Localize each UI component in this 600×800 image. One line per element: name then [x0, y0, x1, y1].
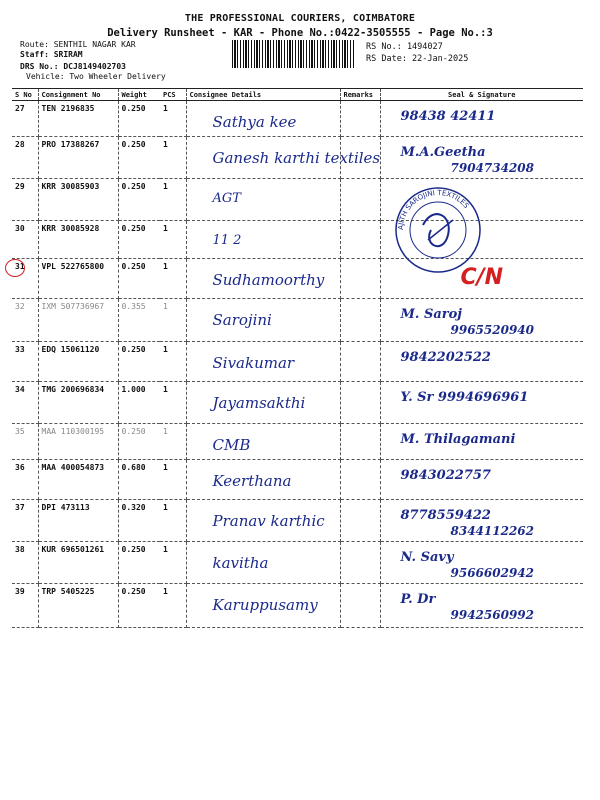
table-header-row	[12, 89, 583, 101]
row-weight: 0.250	[118, 424, 160, 460]
consignee-handwriting: Ganesh karthi textiles	[212, 149, 381, 167]
row-weight: 0.250	[118, 137, 160, 179]
consignee-handwriting: Sarojini	[212, 311, 272, 329]
col-seal: Seal & Signature	[380, 89, 583, 101]
col-pcs: PCS	[160, 89, 186, 101]
row-pcs: 1	[160, 342, 186, 382]
signature-phone: 9566602942	[450, 566, 534, 580]
staff-label: Staff: SRIRAM	[20, 50, 83, 59]
signature-handwriting: Y. Sr 9994696961	[400, 390, 529, 405]
row-consignment-no: KRR 30085903	[38, 179, 118, 221]
row-consignee	[186, 542, 340, 584]
table-row	[12, 101, 583, 137]
row-signature	[380, 460, 583, 500]
consignee-handwriting: kavitha	[212, 554, 269, 572]
row-remarks	[340, 500, 380, 542]
row-signature	[380, 542, 583, 584]
row-remarks	[340, 424, 380, 460]
table-row	[12, 137, 583, 179]
row-pcs: 1	[160, 460, 186, 500]
table-row	[12, 342, 583, 382]
row-consignee	[186, 342, 340, 382]
col-sno: S No	[12, 89, 38, 101]
signature-handwriting: N. Savy	[400, 550, 454, 565]
consignee-handwriting: Sudhamoorthy	[212, 271, 325, 289]
col-consignment: Consignment No	[38, 89, 118, 101]
row-sno: 36	[12, 460, 38, 500]
signature-handwriting: M. Saroj	[400, 307, 462, 322]
row-pcs: 1	[160, 382, 186, 424]
col-consignee: Consignee Details	[186, 89, 340, 101]
row-sno: 33	[12, 342, 38, 382]
row-sno: 29	[12, 179, 38, 221]
row-consignment-no: TEN 2196835	[38, 101, 118, 137]
row-pcs: 1	[160, 259, 186, 299]
row-sno: 35	[12, 424, 38, 460]
row-consignee	[186, 460, 340, 500]
table-row	[12, 500, 583, 542]
row-consignment-no: DPI 473113	[38, 500, 118, 542]
col-weight: Weight	[118, 89, 160, 101]
row-remarks	[340, 584, 380, 628]
row-pcs: 1	[160, 542, 186, 584]
row-consignment-no: PRO 17388267	[38, 137, 118, 179]
row-weight: 0.250	[118, 542, 160, 584]
row-remarks	[340, 101, 380, 137]
row-weight: 0.250	[118, 342, 160, 382]
row-consignment-no: TMG 200696834	[38, 382, 118, 424]
consignee-handwriting: Sivakumar	[212, 354, 295, 372]
barcode	[232, 40, 354, 68]
row-signature	[380, 500, 583, 542]
runsheet-table	[12, 88, 583, 628]
signature-handwriting: M. Thilagamani	[400, 432, 516, 447]
consignee-handwriting: Keerthana	[212, 472, 292, 490]
rs-number: RS No.: 1494027	[366, 42, 443, 52]
runsheet-subtitle: Delivery Runsheet - KAR - Phone No.:0422-3505555 - Page No.:3	[107, 27, 493, 39]
row-consignee	[186, 424, 340, 460]
row-sno: 27	[12, 101, 38, 137]
consignee-handwriting: Pranav karthic	[212, 512, 325, 530]
signature-handwriting: P. Dr	[400, 592, 436, 607]
row-signature	[380, 382, 583, 424]
row-weight: 0.320	[118, 500, 160, 542]
row-consignment-no: TRP 5405225	[38, 584, 118, 628]
table-row	[12, 179, 583, 221]
table-row	[12, 584, 583, 628]
svg-text:AJITH SAROJINI TEXTILES	[397, 189, 471, 230]
signature-handwriting: 8778559422	[400, 508, 491, 523]
row-pcs: 1	[160, 137, 186, 179]
row-weight: 0.250	[118, 221, 160, 259]
row-sno: 31	[12, 259, 38, 299]
row-signature	[380, 342, 583, 382]
row-31-circle-mark	[5, 259, 25, 277]
row-pcs: 1	[160, 179, 186, 221]
row-consignment-no: MAA 110300195	[38, 424, 118, 460]
row-signature	[380, 137, 583, 179]
row-consignee	[186, 179, 340, 221]
row-consignee	[186, 137, 381, 179]
rs-date: RS Date: 22-Jan-2025	[366, 54, 469, 64]
row-signature	[380, 299, 583, 342]
row-pcs: 1	[160, 584, 186, 628]
row-consignment-no: MAA 400054873	[38, 460, 118, 500]
signature-phone: 8344112262	[450, 524, 534, 538]
row-pcs: 1	[160, 101, 186, 137]
signature-phone: 9942560992	[450, 608, 534, 622]
row-signature	[380, 424, 583, 460]
row-signature	[380, 584, 583, 628]
row-sno: 38	[12, 542, 38, 584]
table-row	[12, 542, 583, 584]
row-remarks	[340, 299, 380, 342]
row-consignee	[186, 101, 340, 137]
row-sno: 34	[12, 382, 38, 424]
row-consignee	[186, 500, 340, 542]
signature-handwriting: 9842202522	[400, 350, 491, 365]
row-weight: 0.355	[118, 299, 160, 342]
row-remarks	[340, 137, 380, 179]
row-sno: 28	[12, 137, 38, 179]
row-remarks	[340, 382, 380, 424]
row-sno: 37	[12, 500, 38, 542]
company-seal-icon	[393, 185, 483, 275]
consignee-handwriting: 11 2	[212, 233, 242, 248]
row-remarks	[340, 342, 380, 382]
consignee-handwriting: Sathya kee	[212, 113, 297, 131]
row-consignment-no: EDQ 15061120	[38, 342, 118, 382]
row-consignee	[186, 221, 340, 259]
row-remarks	[340, 542, 380, 584]
signature-phone: 7904734208	[450, 161, 534, 175]
drs-number: DRS No.: DCJ8149402703	[20, 62, 126, 71]
row-consignee	[186, 299, 340, 342]
signature-handwriting: 9843022757	[400, 468, 491, 483]
row-weight: 0.250	[118, 179, 160, 221]
row-consignment-no: KRR 30085928	[38, 221, 118, 259]
cn-remark: C/N	[460, 265, 504, 290]
row-weight: 0.250	[118, 259, 160, 299]
row-remarks	[340, 259, 380, 299]
consignee-handwriting: CMB	[212, 436, 251, 454]
row-weight: 0.680	[118, 460, 160, 500]
row-remarks	[340, 460, 380, 500]
row-pcs: 1	[160, 500, 186, 542]
row-weight: 0.250	[118, 101, 160, 137]
seal-text: AJITH SAROJINI TEXTILES	[396, 188, 471, 231]
table-row	[12, 382, 583, 424]
row-pcs: 1	[160, 424, 186, 460]
table-row	[12, 460, 583, 500]
row-consignment-no: KUR 696501261	[38, 542, 118, 584]
row-remarks	[340, 221, 380, 259]
row-pcs: 1	[160, 221, 186, 259]
row-sno: 39	[12, 584, 38, 628]
document-title: THE PROFESSIONAL COURIERS, COIMBATORE	[184, 13, 416, 24]
col-remarks: Remarks	[340, 89, 380, 101]
route-label: Route: SENTHIL NAGAR KAR	[20, 40, 136, 49]
row-signature	[380, 101, 583, 137]
row-consignee	[186, 259, 340, 299]
row-consignee	[186, 584, 340, 628]
consignee-handwriting: AGT	[212, 191, 241, 206]
row-pcs: 1	[160, 299, 186, 342]
row-consignment-no: IXM 507736967	[38, 299, 118, 342]
consignee-handwriting: Jayamsakthi	[212, 394, 306, 412]
signature-phone: 9965520940	[450, 323, 534, 337]
row-weight: 0.250	[118, 584, 160, 628]
row-sno: 30	[12, 221, 38, 259]
signature-handwriting: 98438 42411	[400, 109, 496, 124]
row-weight: 1.000	[118, 382, 160, 424]
row-remarks	[340, 179, 380, 221]
row-sno: 32	[12, 299, 38, 342]
row-consignee	[186, 382, 340, 424]
vehicle-label: Vehicle: Two Wheeler Delivery	[26, 72, 166, 81]
table-row	[12, 221, 583, 259]
row-consignment-no: VPL 522765800	[38, 259, 118, 299]
signature-handwriting: M.A.Geetha	[400, 145, 486, 160]
table-row	[12, 424, 583, 460]
table-row	[12, 299, 583, 342]
consignee-handwriting: Karuppusamy	[212, 596, 318, 614]
table-row	[12, 259, 583, 299]
